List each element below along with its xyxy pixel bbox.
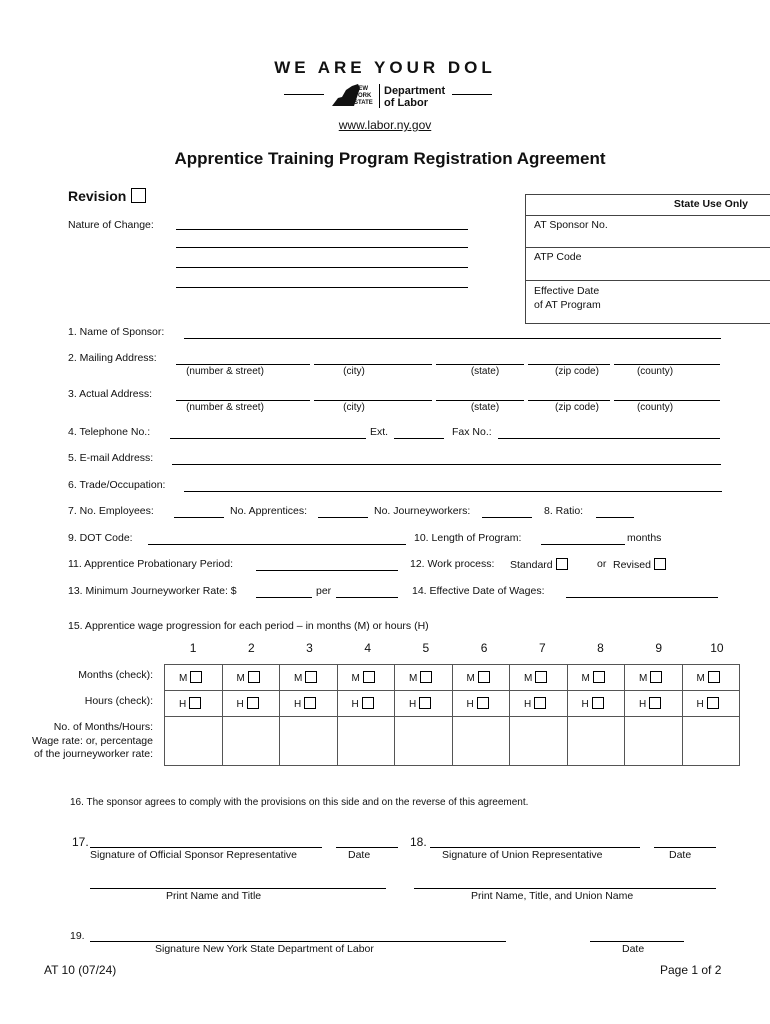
effective-wages-field[interactable]	[566, 597, 718, 598]
sponsor-name-label: 1. Name of Sponsor:	[68, 326, 165, 338]
dept-name-line2: of Labor	[384, 97, 428, 109]
months-checkbox[interactable]	[535, 671, 547, 683]
months-letter: M	[696, 673, 705, 684]
wage-rate-cell[interactable]	[452, 717, 510, 766]
hours-letter: H	[466, 699, 474, 710]
rate-label-3: of the journeyworker rate:	[33, 748, 153, 760]
period-number: 5	[422, 641, 430, 655]
months-checkbox[interactable]	[190, 671, 202, 683]
hours-letter: H	[179, 699, 187, 710]
journeyworkers-field[interactable]	[482, 517, 532, 518]
mailing-city-caption: (city)	[343, 366, 365, 377]
effective-date[interactable]	[526, 280, 770, 324]
mailing-city-field[interactable]	[314, 364, 432, 365]
wage-rate-cell[interactable]	[165, 717, 223, 766]
actual-county-caption: (county)	[636, 402, 674, 413]
logo-rule-right	[452, 94, 492, 95]
email-field[interactable]	[172, 464, 721, 465]
mailing-county-caption: (county)	[636, 366, 674, 377]
mailing-county-field[interactable]	[614, 364, 720, 365]
hours-letter: H	[639, 699, 647, 710]
months-checkbox[interactable]	[708, 671, 720, 683]
mailing-address-label: 2. Mailing Address:	[68, 352, 157, 364]
actual-city-caption: (city)	[343, 402, 365, 413]
state-use-box	[525, 194, 770, 324]
hours-checkbox[interactable]	[707, 697, 719, 709]
months-cell	[165, 665, 223, 691]
months-cell	[567, 665, 625, 691]
hours-cell	[567, 691, 625, 717]
hours-cell	[682, 691, 740, 717]
email-label: 5. E-mail Address:	[68, 452, 154, 464]
wage-rate-cell[interactable]	[337, 717, 395, 766]
actual-street-caption: (number & street)	[186, 402, 264, 413]
hours-cell	[222, 691, 280, 717]
sponsor-date-field[interactable]	[336, 847, 398, 848]
actual-street-field[interactable]	[176, 400, 310, 401]
sponsor-print-field[interactable]	[90, 888, 386, 889]
rate-label-2: Wage rate: or, percentage	[31, 735, 153, 747]
effective-wages-label: 14. Effective Date of Wages:	[412, 585, 545, 597]
nature-line-4[interactable]	[176, 287, 468, 288]
union-date-caption: Date	[669, 849, 692, 861]
program-length-field[interactable]	[541, 544, 625, 545]
months-checkbox[interactable]	[363, 671, 375, 683]
union-date-field[interactable]	[654, 847, 716, 848]
work-process-label: 12. Work process:	[410, 558, 495, 570]
state-use-title: State Use Only	[673, 198, 748, 210]
sponsor-signature-field[interactable]	[90, 847, 322, 848]
dol-signature-caption: Signature New York State Department of Labor	[155, 943, 374, 955]
employees-label: 7. No. Employees:	[68, 505, 154, 517]
months-letter: M	[351, 673, 360, 684]
standard-label: Standard	[510, 559, 553, 571]
mailing-state-field[interactable]	[436, 364, 524, 365]
slogan: WE ARE YOUR DOL	[274, 58, 496, 77]
revised-checkbox[interactable]	[654, 558, 666, 570]
months-checkbox[interactable]	[305, 671, 317, 683]
months-checkbox[interactable]	[593, 671, 605, 683]
revision-checkbox[interactable]	[131, 188, 146, 203]
months-cell	[222, 665, 280, 691]
journeyworkers-label: No. Journeyworkers:	[374, 505, 471, 517]
actual-zip-caption: (zip code)	[555, 402, 599, 413]
at-sponsor-no[interactable]: AT Sponsor No.	[526, 215, 770, 247]
wage-rate-cell[interactable]	[625, 717, 683, 766]
dol-date-caption: Date	[622, 943, 645, 955]
sponsor-name-field[interactable]	[184, 338, 721, 339]
months-cell	[510, 665, 568, 691]
months-letter: M	[639, 673, 648, 684]
hours-checkbox[interactable]	[477, 697, 489, 709]
atp-code[interactable]: ATP Code	[526, 247, 770, 280]
hours-checkbox[interactable]	[247, 697, 259, 709]
hours-letter: H	[581, 699, 589, 710]
actual-state-caption: (state)	[470, 402, 500, 413]
ext-label: Ext.	[370, 426, 389, 438]
period-number: 6	[480, 641, 488, 655]
hours-checkbox[interactable]	[419, 697, 431, 709]
telephone-field[interactable]	[170, 438, 366, 439]
website-link[interactable]: www.labor.ny.gov	[338, 118, 432, 132]
revised-label: Revised	[613, 559, 651, 571]
sponsor-print-caption: Print Name and Title	[166, 890, 262, 902]
period-number: 2	[247, 641, 255, 655]
page-number: Page 1 of 2	[660, 963, 722, 977]
union-print-caption: Print Name, Title, and Union Name	[471, 890, 634, 902]
ratio-field[interactable]	[596, 517, 634, 518]
months-checkbox[interactable]	[420, 671, 432, 683]
mailing-street-field[interactable]	[176, 364, 310, 365]
actual-zip-field[interactable]	[528, 400, 610, 401]
revision-label: Revision	[68, 188, 146, 204]
sponsor-date-caption: Date	[348, 849, 371, 861]
union-signature-field[interactable]	[430, 847, 640, 848]
employees-field[interactable]	[174, 517, 224, 518]
hours-cell	[510, 691, 568, 717]
nature-line-3[interactable]	[176, 267, 468, 268]
fax-label: Fax No.:	[452, 426, 492, 438]
hours-letter: H	[524, 699, 532, 710]
period-number: 10	[710, 641, 724, 655]
standard-checkbox[interactable]	[556, 558, 568, 570]
apprentices-label: No. Apprentices:	[230, 505, 308, 517]
union-print-field[interactable]	[414, 888, 716, 889]
hours-letter: H	[409, 699, 417, 710]
union-signature-caption: Signature of Union Representative	[442, 849, 603, 861]
months-letter: M	[524, 673, 533, 684]
wage-rate-cell[interactable]	[395, 717, 453, 766]
work-process-standard[interactable]	[510, 558, 568, 571]
logo-divider	[379, 84, 380, 108]
dept-name-line1: Department	[384, 85, 446, 97]
work-process-or: or	[597, 558, 607, 570]
ext-field[interactable]	[394, 438, 444, 439]
months-checkbox[interactable]	[650, 671, 662, 683]
hours-checkbox[interactable]	[189, 697, 201, 709]
mailing-street-caption: (number & street)	[186, 366, 264, 377]
hours-letter: H	[351, 699, 359, 710]
hours-letter: H	[294, 699, 302, 710]
hours-cell	[337, 691, 395, 717]
dol-signature-field[interactable]	[90, 941, 506, 942]
wage-rate-cell[interactable]	[682, 717, 740, 766]
wage-rate-cell[interactable]	[280, 717, 338, 766]
actual-address-label: 3. Actual Address:	[68, 388, 153, 400]
ratio-label: 8. Ratio:	[544, 505, 584, 517]
logo-rule-left	[284, 94, 324, 95]
wage-rate-cell[interactable]	[567, 717, 625, 766]
months-cell	[337, 665, 395, 691]
hours-row	[165, 691, 740, 717]
wage-rate-cell[interactable]	[222, 717, 280, 766]
period-number: 9	[655, 641, 663, 655]
hours-cell	[452, 691, 510, 717]
sig-19-number: 19.	[70, 930, 85, 942]
actual-county-field[interactable]	[614, 400, 720, 401]
nature-line-1[interactable]	[176, 229, 468, 230]
apprentices-field[interactable]	[318, 517, 368, 518]
mailing-state-caption: (state)	[470, 366, 500, 377]
agreement-statement: 16. The sponsor agrees to comply with the provisions on this side and on the reverse of this agreement.	[70, 797, 529, 808]
telephone-label: 4. Telephone No.:	[68, 426, 151, 438]
period-number: 8	[597, 641, 604, 655]
hours-cell	[165, 691, 223, 717]
dol-date-field[interactable]	[590, 941, 684, 942]
wage-rate-cell[interactable]	[510, 717, 568, 766]
probation-label: 11. Apprentice Probationary Period:	[68, 558, 233, 570]
months-checkbox[interactable]	[248, 671, 260, 683]
page-title: Apprentice Training Program Registration Agreement	[174, 149, 606, 168]
months-cell	[682, 665, 740, 691]
min-rate-field[interactable]	[256, 597, 312, 598]
months-letter: M	[581, 673, 590, 684]
months-unit: months	[627, 532, 662, 544]
probation-field[interactable]	[256, 570, 398, 571]
dot-code-label: 9. DOT Code:	[68, 532, 133, 544]
min-rate-label: 13. Minimum Journeyworker Rate: $	[68, 585, 237, 597]
months-row	[165, 665, 740, 691]
months-check-label: Months (check):	[78, 669, 153, 681]
wage-progression-table	[164, 664, 740, 766]
actual-city-field[interactable]	[314, 400, 432, 401]
sig-18-number: 18.	[410, 835, 427, 849]
rate-label-1: No. of Months/Hours:	[53, 721, 153, 733]
period-number: 4	[364, 641, 372, 655]
months-cell	[395, 665, 453, 691]
period-number: 1	[189, 641, 197, 655]
actual-state-field[interactable]	[436, 400, 524, 401]
hours-cell	[280, 691, 338, 717]
months-cell	[280, 665, 338, 691]
hours-letter: H	[696, 699, 704, 710]
hours-checkbox[interactable]	[304, 697, 316, 709]
nature-line-2[interactable]	[176, 247, 468, 248]
hours-check-label: Hours (check):	[84, 695, 153, 707]
per-label: per	[316, 585, 332, 597]
mailing-zip-caption: (zip code)	[555, 366, 599, 377]
effective-date-label: Effective Date	[534, 285, 600, 297]
program-length-label: 10. Length of Program:	[414, 532, 522, 544]
hours-checkbox[interactable]	[534, 697, 546, 709]
trade-label: 6. Trade/Occupation:	[68, 479, 166, 491]
fax-field[interactable]	[498, 438, 720, 439]
months-cell	[452, 665, 510, 691]
hours-checkbox[interactable]	[362, 697, 374, 709]
hours-checkbox[interactable]	[592, 697, 604, 709]
logo-state-text: NEW YORK STATE	[354, 86, 373, 106]
trade-field[interactable]	[184, 491, 722, 492]
months-letter: M	[294, 673, 303, 684]
period-number: 7	[538, 641, 546, 655]
months-checkbox[interactable]	[478, 671, 490, 683]
at-program-label: of AT Program	[534, 299, 601, 311]
mailing-zip-field[interactable]	[528, 364, 610, 365]
work-process-revised[interactable]	[613, 558, 666, 571]
hours-cell	[395, 691, 453, 717]
months-letter: M	[179, 673, 188, 684]
hours-cell	[625, 691, 683, 717]
months-letter: M	[409, 673, 418, 684]
hours-checkbox[interactable]	[649, 697, 661, 709]
per-field[interactable]	[336, 597, 398, 598]
sponsor-signature-caption: Signature of Official Sponsor Representative	[90, 849, 298, 861]
months-cell	[625, 665, 683, 691]
months-letter: M	[236, 673, 245, 684]
sig-17-number: 17.	[72, 835, 89, 849]
wage-progression-label: 15. Apprentice wage progression for each period – in months (M) or hours (H)	[68, 620, 429, 632]
months-letter: M	[466, 673, 475, 684]
dot-code-field[interactable]	[148, 544, 406, 545]
form-number: AT 10 (07/24)	[44, 963, 117, 977]
hours-letter: H	[236, 699, 244, 710]
period-number: 3	[306, 641, 313, 655]
nature-of-change-label: Nature of Change:	[68, 219, 154, 231]
rate-row	[165, 717, 740, 766]
